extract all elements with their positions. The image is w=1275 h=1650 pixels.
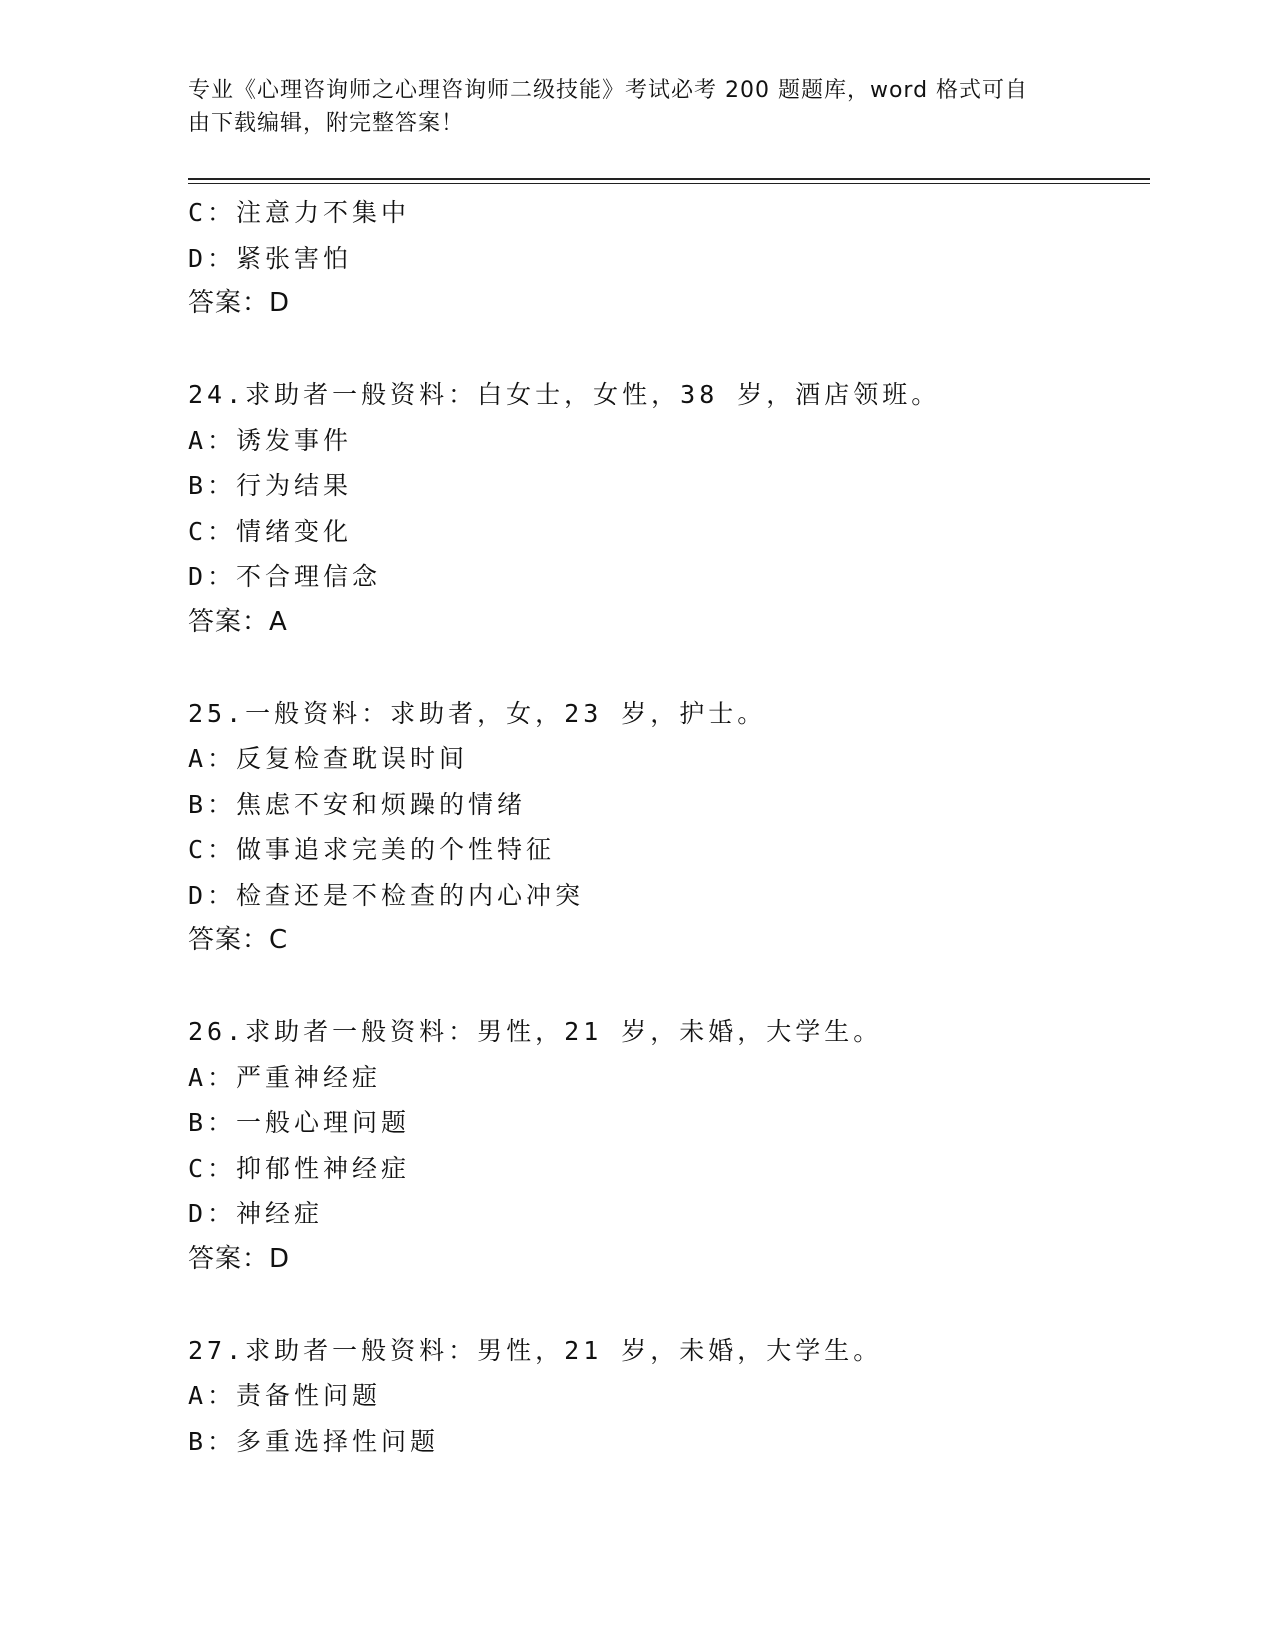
question-stem: 26.求助者一般资料：男性，21 岁，未婚，大学生。 (188, 1017, 883, 1046)
option-b: B：一般心理问题 (188, 1108, 411, 1137)
header-rule-thin (188, 183, 1150, 184)
question-stem: 27.求助者一般资料：男性，21 岁，未婚，大学生。 (188, 1335, 883, 1365)
option-d: D：神经症 (188, 1199, 324, 1228)
answer-line: 答案：D (188, 1243, 291, 1274)
option-a: A：严重神经症 (188, 1062, 382, 1092)
option-a: A：诱发事件 (188, 425, 353, 455)
option-d: D：检查还是不检查的内心冲突 (188, 880, 585, 910)
question-25 (188, 691, 1150, 964)
option-a: A：反复检查耽误时间 (188, 744, 469, 773)
option-c: C：情绪变化 (188, 516, 353, 546)
spacer (188, 1282, 1150, 1328)
option-b: B：多重选择性问题 (188, 1426, 440, 1456)
answer-line: 答案：C (188, 925, 289, 955)
question-27 (188, 1328, 1150, 1465)
spacer (188, 327, 1150, 373)
option-b: B：焦虑不安和烦躁的情绪 (188, 789, 527, 819)
header-rule-thick (188, 178, 1150, 180)
option-b: B：行为结果 (188, 471, 353, 500)
option-c: C：做事追求完美的个性特征 (188, 835, 556, 864)
question-stem: 24.求助者一般资料：白女士，女性，38 岁，酒店领班。 (188, 380, 941, 409)
question-26 (188, 1009, 1150, 1282)
header-line-1: 专业《心理咨询师之心理咨询师二级技能》考试必考 200 题题库，word 格式可自 (188, 78, 1029, 103)
answer-line: 答案：A (188, 606, 288, 637)
spacer (188, 645, 1150, 691)
question-list (188, 190, 1150, 1464)
option-c: C：抑郁性神经症 (188, 1153, 411, 1183)
question-stem: 25.一般资料：求助者，女，23 岁，护士。 (188, 698, 767, 728)
question-23-continued (188, 190, 1150, 327)
page-header (188, 74, 1068, 140)
option-d: D：不合理信念 (188, 562, 382, 591)
option-d: D：紧张害怕 (188, 243, 353, 273)
header-line-2: 由下载编辑，附完整答案！ (188, 111, 465, 136)
question-24 (188, 372, 1150, 645)
answer-line: 答案：D (188, 288, 291, 318)
option-a: A：责备性问题 (188, 1381, 382, 1410)
spacer (188, 964, 1150, 1010)
option-c: C：注意力不集中 (188, 198, 411, 227)
